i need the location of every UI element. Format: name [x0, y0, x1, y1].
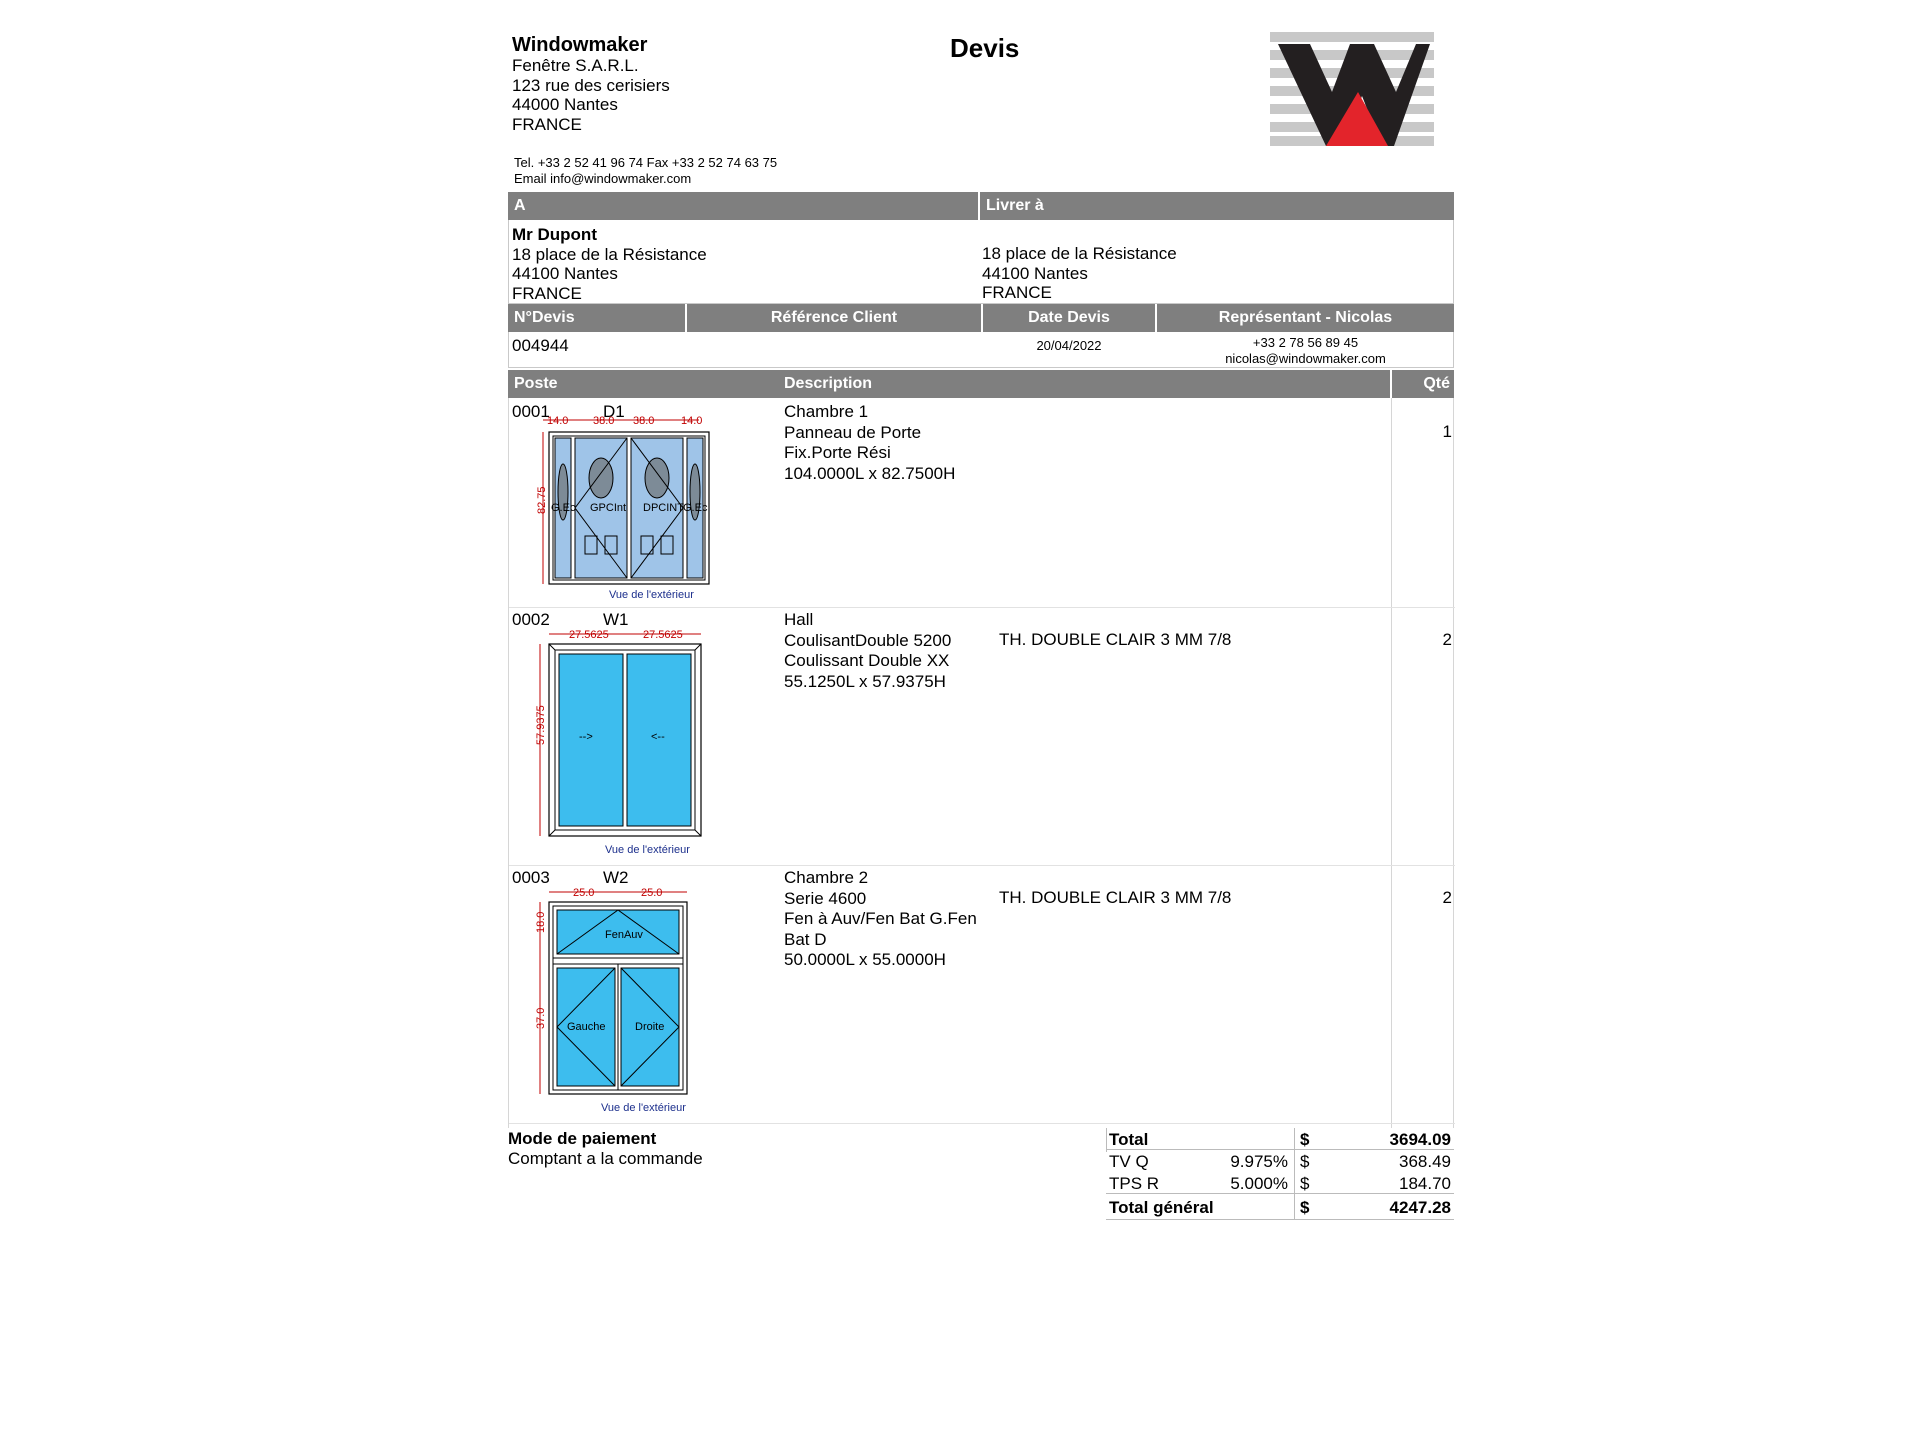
deliver-to-header: Livrer à	[986, 197, 1044, 214]
item-description-line: Chambre 2	[784, 868, 869, 887]
company-line: Fenêtre S.A.R.L.	[512, 56, 639, 75]
item-description-line: CoulisantDouble 5200	[784, 630, 952, 650]
representative-phone: +33 2 78 56 89 45	[1252, 335, 1359, 350]
item-description-line: 104.0000L x 82.7500H	[784, 463, 956, 483]
representative-header: Représentant - Nicolas	[1218, 309, 1393, 326]
header-divider	[978, 192, 980, 220]
poste-header: Poste	[514, 375, 558, 392]
client-ref-header: Référence Client	[770, 309, 898, 326]
item-description-line: Fix.Porte Rési	[784, 443, 891, 462]
item-description-line: Chambre 1	[784, 402, 869, 421]
item-glass: TH. DOUBLE CLAIR 3 MM 7/8	[999, 888, 1232, 907]
panel-label: DPCINT	[643, 502, 684, 514]
item-poste: 0003	[512, 868, 550, 887]
dim-height: 82.75	[536, 486, 548, 514]
company-name: Windowmaker	[512, 34, 648, 56]
payment-method: Comptant a la commande	[508, 1149, 703, 1168]
table-row	[509, 398, 1455, 608]
customer-address	[512, 225, 707, 303]
tax2-label: TPS R	[1109, 1174, 1160, 1193]
to-header: A	[514, 197, 526, 214]
company-block	[512, 34, 670, 134]
item-code: D1	[603, 402, 625, 421]
tax1-row	[1106, 1150, 1454, 1172]
item-quantity: 1	[1442, 422, 1452, 441]
item-description-line: Fen à Auv/Fen Bat G.Fen	[784, 909, 977, 928]
item-quantity: 2	[1442, 888, 1452, 907]
dim-width-1: 27.5625	[569, 630, 609, 641]
tax1-rate: 9.975%	[1230, 1152, 1288, 1171]
item-description	[784, 402, 955, 484]
table-row	[509, 608, 1455, 866]
customer-line: 18 place de la Résistance	[512, 244, 707, 264]
payment-block	[508, 1129, 703, 1169]
tax2-rate: 5.000%	[1230, 1174, 1288, 1193]
sliding-window-drawing	[535, 630, 711, 840]
quote-number: 004944	[512, 336, 569, 355]
item-description-line: Bat D	[784, 929, 827, 949]
grand-total-value: 4247.28	[1389, 1198, 1451, 1217]
sash-label: Gauche	[567, 1021, 606, 1033]
dim-width-2: 25.0	[641, 888, 663, 899]
total-currency: $	[1300, 1130, 1310, 1149]
customer-line: 44100 Nantes	[512, 264, 618, 283]
item-description-line: Coulissant Double XX	[784, 651, 950, 670]
company-line: FRANCE	[512, 114, 582, 134]
slide-direction-label: <--	[651, 731, 665, 743]
qty-header: Qté	[1423, 375, 1450, 392]
item-description-line: Serie 4600	[784, 888, 867, 908]
delivery-line: FRANCE	[982, 283, 1052, 302]
tax1-label: TV Q	[1109, 1152, 1149, 1171]
sash-label: Droite	[635, 1021, 665, 1033]
delivery-address	[982, 244, 1177, 303]
customer-line: FRANCE	[512, 283, 582, 303]
quote-date: 20/04/2022	[1036, 338, 1102, 353]
tax2-currency: $	[1300, 1174, 1310, 1193]
door-drawing	[535, 412, 711, 588]
representative-email: nicolas@windowmaker.com	[1225, 351, 1386, 366]
item-description	[784, 610, 951, 692]
items-header-bar	[508, 370, 1454, 398]
document-title: Devis	[950, 33, 1020, 63]
dim-width-2: 27.5625	[643, 630, 683, 641]
meta-header-bar	[508, 304, 1454, 332]
description-header: Description	[784, 375, 873, 392]
representative-contact	[1157, 335, 1454, 367]
item-code: W1	[603, 610, 629, 629]
delivery-line: 18 place de la Résistance	[982, 244, 1177, 263]
tax2-value: 184.70	[1399, 1174, 1451, 1193]
company-email: Email info@windowmaker.com	[514, 171, 692, 186]
dim-width-1: 25.0	[573, 888, 595, 899]
company-line: 123 rue des cerisiers	[512, 75, 670, 95]
dim-height-2: 37.0	[535, 1007, 547, 1029]
tax2-row	[1106, 1172, 1454, 1194]
quote-number-header: N°Devis	[514, 309, 575, 326]
grand-total-label: Total général	[1109, 1198, 1214, 1217]
item-code: W2	[603, 868, 629, 887]
dim-height-1: 18.0	[535, 911, 547, 933]
address-header-bar	[508, 192, 1454, 220]
dim-height: 57.9375	[535, 705, 547, 745]
item-description-line: 55.1250L x 57.9375H	[784, 671, 946, 691]
company-logo	[1270, 32, 1434, 146]
grand-total-row	[1106, 1196, 1454, 1220]
item-glass: TH. DOUBLE CLAIR 3 MM 7/8	[999, 630, 1232, 649]
table-row	[509, 866, 1455, 1124]
panel-label: G.Ec	[683, 502, 708, 514]
item-description-line: 50.0000L x 55.0000H	[784, 950, 946, 969]
view-caption: Vue de l'extérieur	[605, 844, 690, 856]
total-label: Total	[1109, 1130, 1149, 1149]
view-caption: Vue de l'extérieur	[601, 1102, 686, 1114]
tax1-value: 368.49	[1399, 1152, 1451, 1171]
quote-date-header: Date Devis	[1028, 309, 1110, 326]
delivery-line: 44100 Nantes	[982, 263, 1088, 283]
dim-width-4: 14.0	[681, 415, 703, 427]
item-quantity: 2	[1442, 630, 1452, 649]
dim-width-2: 38.0	[593, 415, 615, 427]
dim-width-3: 38.0	[633, 415, 655, 427]
total-row	[1106, 1128, 1454, 1150]
company-contact	[514, 155, 777, 187]
items-table	[508, 398, 1454, 1128]
item-description	[784, 868, 977, 971]
slide-direction-label: -->	[579, 731, 593, 743]
item-poste: 0001	[512, 402, 550, 421]
item-poste: 0002	[512, 610, 550, 629]
customer-name: Mr Dupont	[512, 225, 597, 244]
view-caption: Vue de l'extérieur	[609, 589, 694, 601]
panel-label: G.Ec	[551, 502, 576, 514]
payment-title: Mode de paiement	[508, 1129, 657, 1148]
total-value: 3694.09	[1389, 1130, 1451, 1149]
tax1-currency: $	[1300, 1152, 1310, 1171]
grand-total-currency: $	[1300, 1198, 1310, 1217]
company-phone: Tel. +33 2 52 41 96 74 Fax +33 2 52 74 63 75	[514, 155, 778, 170]
company-line: 44000 Nantes	[512, 95, 618, 114]
sash-label: FenAuv	[605, 929, 643, 941]
item-description-line: Panneau de Porte	[784, 422, 922, 442]
item-description-line: Hall	[784, 610, 814, 629]
casement-window-drawing	[535, 888, 695, 1098]
header-divider	[1390, 370, 1392, 398]
dim-width-1: 14.0	[547, 415, 569, 427]
panel-label: GPCInt	[590, 502, 627, 514]
